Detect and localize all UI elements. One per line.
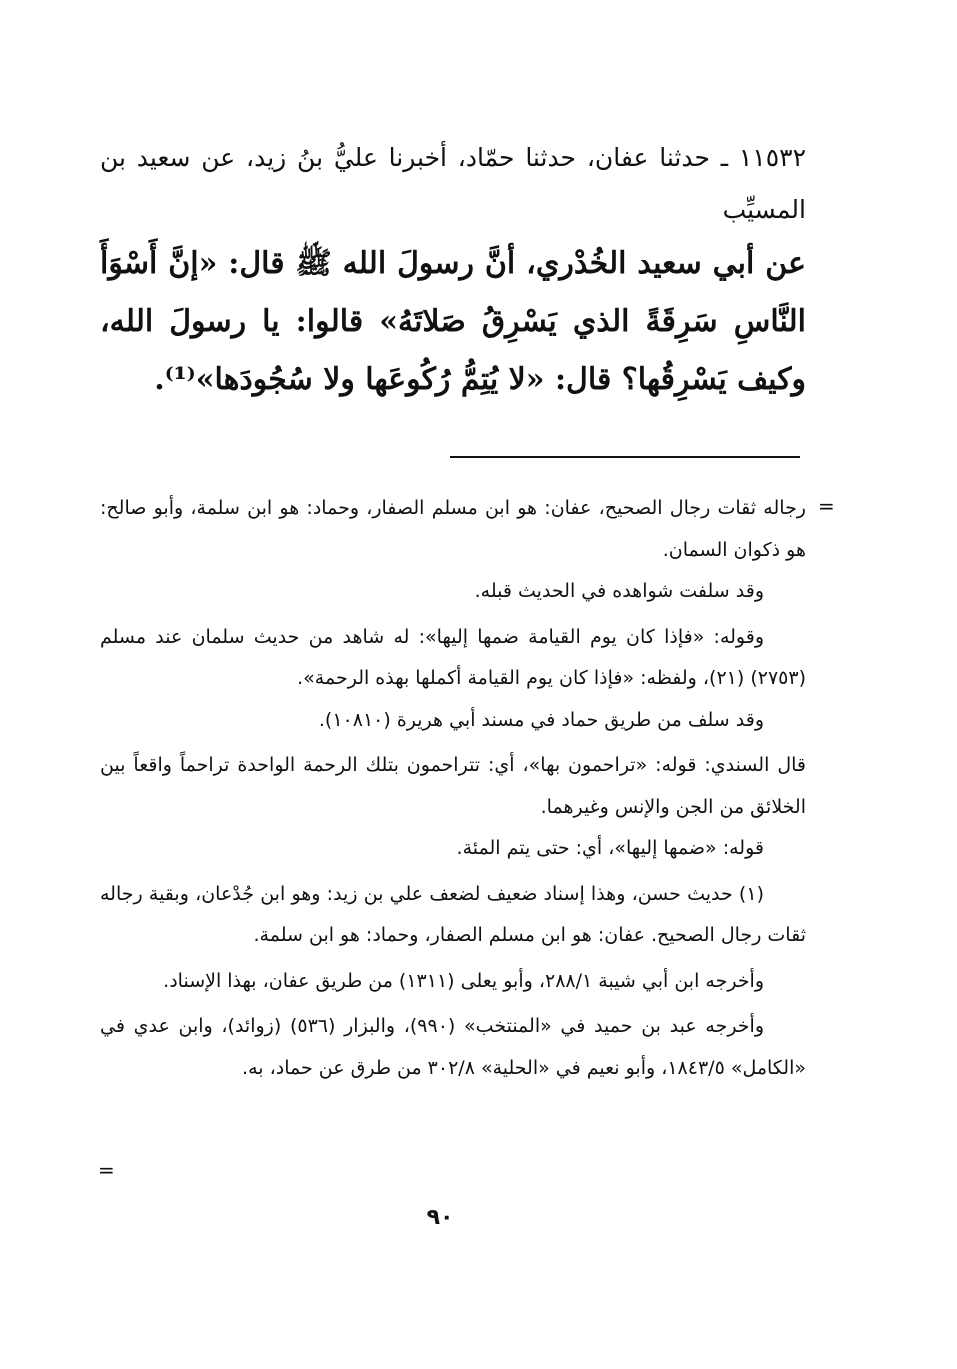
- continuation-mark-bottom: =: [98, 1158, 115, 1182]
- footnote-paragraph: وأخرجه عبد بن حميد في «المنتخب» (٩٩٠)، والبزار (٥٣٦) (زوائد)، وابن عدي في «الكامل» ١٨٤٣/٥، وأبو نعيم في «الحلية» ٣٠٢/٨ من طرق عن حماد، به.: [100, 1015, 806, 1079]
- footnote-paragraph: وقد سلف من طريق حماد في مسند أبي هريرة (١٠٨١٠).: [318, 708, 764, 731]
- hadith-matn: عن أبي سعيد الخُدْري، أنَّ رسولَ الله ﷺ قال: «إنَّ أَسْوَأَ النَّاسِ سَرِقَةً الذي يَسْرِقُ صَلاتَهُ» قالوا: يا رسولَ الله، وكيف يَسْرِقُها؟ قال: «لا يُتِمُّ رُكُوعَها ولا سُجُودَها»⁽¹⁾.: [100, 246, 806, 397]
- footnote-paragraph: رجاله ثقات رجال الصحيح، عفان: هو ابن مسلم الصفار، وحماد: هو ابن سلمة، وأبو صالح: هو ذكوان السمان.: [100, 497, 806, 561]
- footnotes: [100, 488, 806, 1089]
- hadith-isnad: ١١٥٣٢ ـ حدثنا عفان، حدثنا حمّاد، أخبرنا عليُّ بنُ زيد، عن سعيد بن المسيِّب: [100, 143, 806, 224]
- footnote-paragraph: وقوله: «فإذا كان يوم القيامة ضمها إليها»: له شاهد من حديث سلمان عند مسلم (٢٧٥٣) (٢١)، ولفظه: «فإذا كان يوم القيامة أكملها بهذه الرحمة».: [100, 625, 806, 689]
- continuation-mark-top: =: [818, 494, 835, 518]
- footnote-paragraph: وأخرجه ابن أبي شيبة ٢٨٨/١، وأبو يعلى (١٣١١) من طريق عفان، بهذا الإسناد.: [163, 969, 764, 992]
- footnote-paragraph: قوله: «ضمها إليها»، أي: حتى يتم المئة.: [456, 837, 764, 859]
- footnote-paragraph: وقد سلفت شواهده في الحديث قبله.: [474, 580, 764, 602]
- page-number: ٩٠: [426, 1205, 454, 1230]
- footnote-separator: [450, 456, 800, 458]
- footnote-1: (١) حديث حسن، وهذا إسناد ضعيف لضعف علي بن زيد: وهو ابن جُدْعان، وبقية رجاله ثقات رجال الصحيح. عفان: هو ابن مسلم الصفار، وحماد: هو ابن سلمة.: [100, 882, 806, 946]
- footnote-paragraph: قال السندي: قوله: «تراحمون بها»، أي: تتراحمون بتلك الرحمة الواحدة تراحماً واقعاً بين الخلائق من الجن والإنس وغيرهما.: [100, 754, 806, 818]
